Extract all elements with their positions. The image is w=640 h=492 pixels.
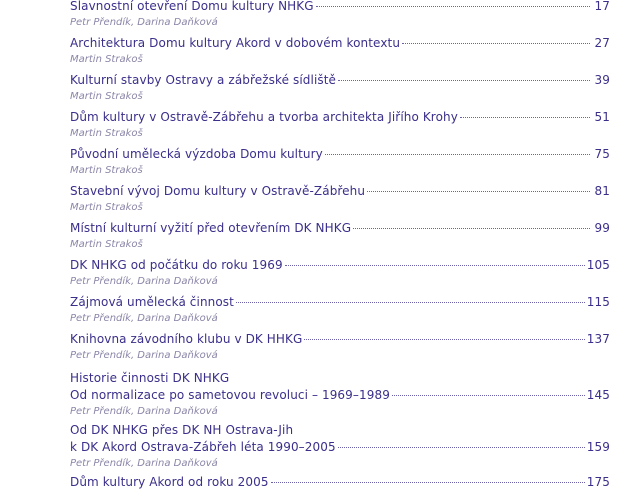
toc-entry-page-number: 81	[594, 184, 610, 198]
toc-entry-title-row	[70, 36, 610, 53]
toc-entry-author: Martin Strakoš	[70, 202, 143, 213]
toc-entry-page-number: 159	[586, 440, 610, 454]
toc-entry[interactable]	[70, 295, 610, 325]
toc-entry-author: Petr Přendík, Darina Daňková	[70, 17, 218, 28]
dot-leader	[236, 302, 585, 303]
toc-entry[interactable]	[70, 0, 610, 29]
toc-entry-title: Od normalizace po sametovou revoluci – 1969–1989	[70, 388, 390, 402]
toc-entry[interactable]	[70, 73, 610, 103]
toc-entry-title-row	[70, 73, 610, 90]
dot-leader	[271, 482, 585, 483]
toc-entry-page-number: 75	[594, 147, 610, 161]
toc-entry-page-number: 105	[586, 258, 610, 272]
toc-entry-title: Slavnostní otevření Domu kultury NHKG	[70, 0, 314, 13]
toc-entry-title-row	[70, 332, 610, 349]
toc-entry-title-row	[70, 0, 610, 16]
toc-entry-author: Martin Strakoš	[70, 128, 143, 139]
toc-entry-page-number: 39	[594, 73, 610, 87]
toc-entry-title: Zájmová umělecká činnost	[70, 295, 234, 309]
toc-entry[interactable]	[70, 110, 610, 140]
toc-entry[interactable]	[70, 371, 610, 418]
toc-entry-title-row	[70, 147, 610, 164]
dot-leader	[338, 447, 585, 448]
dot-leader	[304, 339, 584, 340]
toc-entry-title-row	[70, 110, 610, 127]
toc-entry[interactable]	[70, 36, 610, 66]
toc-entry-page-number: 175	[586, 475, 610, 489]
toc-entry-page-number: 17	[594, 0, 610, 13]
dot-leader	[367, 191, 590, 192]
dot-leader	[460, 117, 590, 118]
toc-entry-title-line	[70, 371, 610, 388]
toc-entry-title: Kulturní stavby Ostravy a zábřežské sídliště	[70, 73, 337, 87]
toc-entry-title: DK NHKG od počátku do roku 1969	[70, 258, 283, 272]
dot-leader	[285, 265, 585, 266]
toc-entry-title: Dům kultury Akord od roku 2005	[70, 475, 269, 489]
dot-leader	[325, 154, 590, 155]
toc-entry-title-row	[70, 388, 610, 405]
toc-entry-author: Martin Strakoš	[70, 165, 143, 176]
toc-entry-title: Historie činnosti DK NHKG	[70, 371, 230, 385]
dot-leader	[316, 6, 590, 7]
toc-entry-author: Petr Přendík, Darina Daňková	[70, 276, 218, 287]
toc-entry-title: k DK Akord Ostrava-Zábřeh léta 1990–2005	[70, 440, 336, 454]
toc-entry-page-number: 99	[594, 221, 610, 235]
toc-entry-title-row	[70, 440, 610, 457]
toc-entry-title: Od DK NHKG přes DK NH Ostrava-Jih	[70, 423, 294, 437]
toc-entry-title-row	[70, 184, 610, 201]
toc-entry-title: Dům kultury v Ostravě-Zábřehu a tvorba architekta Jiřího Krohy	[70, 110, 458, 124]
dot-leader	[338, 80, 590, 81]
dot-leader	[402, 43, 590, 44]
dot-leader	[392, 395, 585, 396]
toc-entry[interactable]	[70, 184, 610, 214]
toc-entry-author: Martin Strakoš	[70, 91, 143, 102]
toc-entry-author: Petr Přendík, Darina Daňková	[70, 406, 218, 417]
toc-entry-title-row	[70, 221, 610, 238]
toc-entry-page-number: 27	[594, 36, 610, 50]
toc-entry-page-number: 51	[594, 110, 610, 124]
toc-entry-title-row	[70, 475, 610, 492]
toc-entry-title-row	[70, 258, 610, 275]
toc-entry-page-number: 115	[586, 295, 610, 309]
toc-entry-page-number: 145	[586, 388, 610, 402]
toc-entry-title: Architektura Domu kultury Akord v dobovém kontextu	[70, 36, 401, 50]
toc-entry-title: Místní kulturní vyžití před otevřením DK NHKG	[70, 221, 352, 235]
toc-entry-author: Petr Přendík, Darina Daňková	[70, 313, 218, 324]
toc-entry-title-line	[70, 423, 610, 440]
toc-entry-author: Petr Přendík, Darina Daňková	[70, 458, 218, 469]
toc-entry[interactable]	[70, 221, 610, 251]
toc-entry[interactable]	[70, 147, 610, 177]
toc-entry-title-row	[70, 295, 610, 312]
toc-entry-title: Původní umělecká výzdoba Domu kultury	[70, 147, 323, 161]
toc-entry-title: Stavební vývoj Domu kultury v Ostravě-Zábřehu	[70, 184, 366, 198]
dot-leader	[353, 228, 590, 229]
toc-entry[interactable]	[70, 332, 610, 362]
toc-entry-author: Petr Přendík, Darina Daňková	[70, 350, 218, 361]
toc-entry-page-number: 137	[586, 332, 610, 346]
toc-entry[interactable]	[70, 475, 610, 492]
toc-entry-author: Martin Strakoš	[70, 54, 143, 65]
toc-entry[interactable]	[70, 423, 610, 470]
toc-entry-author: Martin Strakoš	[70, 239, 143, 250]
toc-entry-title: Knihovna závodního klubu v DK HHKG	[70, 332, 303, 346]
toc-entry[interactable]	[70, 258, 610, 288]
